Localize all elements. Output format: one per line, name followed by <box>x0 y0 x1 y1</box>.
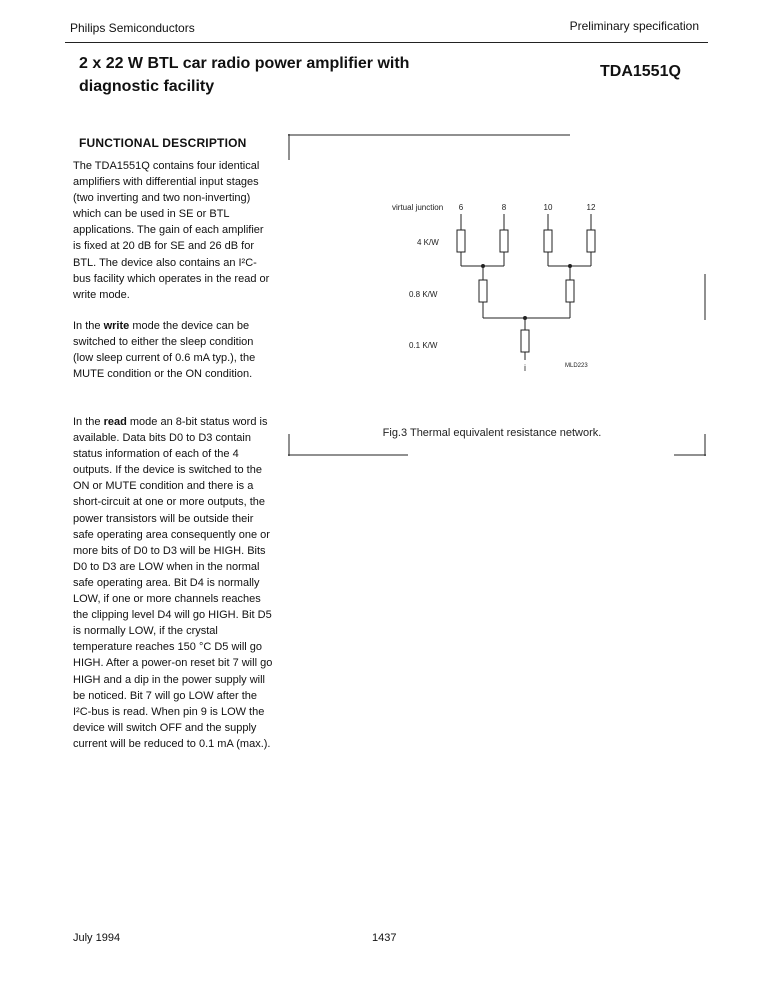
title-line-1: 2 x 22 W BTL car radio power amplifier with <box>79 55 410 72</box>
header-rule <box>65 42 708 43</box>
figure-caption: Fig.3 Thermal equivalent resistance network. <box>382 427 602 439</box>
part-number: TDA1551Q <box>600 63 681 80</box>
header-company: Philips Semiconductors <box>70 21 195 35</box>
paragraph-write-mode <box>73 318 273 382</box>
title-line-2: diagnostic facility <box>79 78 215 95</box>
header-doc-status: Preliminary specification <box>569 19 699 33</box>
section-heading: FUNCTIONAL DESCRIPTION <box>79 136 247 150</box>
case-label: i <box>524 363 526 373</box>
para3-pre: In the <box>73 416 104 428</box>
r1-label: 4 K/W <box>417 238 439 247</box>
para2-pre: In the <box>73 320 104 332</box>
para3-post: mode an 8-bit status word is available. Data bits D0 to D3 contain status information of each of the 4 outputs. If the device is switched to the ON or MUTE condition and there is a short-circuit at one or more outputs, the power transistors will be outside their safe operating area consequently one or more bits of D0 to D3 will be HIGH. Bits D0 to D3 are LOW when in the normal safe operating area. Bit D4 is normally LOW, if one or more channels reaches the clipping level D4 will go HIGH. Bit D5 is normally LOW, if the crystal temperature reaches 150 °C D5 will go HIGH. After a power-on reset bit 7 will go HIGH and a dip in the power supply will be noticed. Bit 7 will go LOW after the I²C-bus is read. When pin 9 is LOW the device will switch OFF and the supply current will be reduced to 0.1 mA (max.). <box>73 416 273 750</box>
resistor-4kw-1 <box>457 230 465 252</box>
footer-page-number: 1437 <box>372 932 397 944</box>
para2-bold: write <box>103 320 130 332</box>
resistor-4kw-2 <box>500 230 508 252</box>
resistor-08kw-1 <box>479 280 487 302</box>
pin-label-10: 10 <box>543 203 553 212</box>
resistor-01kw <box>521 330 529 352</box>
figure-code: MLD223 <box>565 363 588 369</box>
r2-label: 0.8 K/W <box>409 290 438 299</box>
para2-post: mode the device can be switched to either the sleep condition (low sleep current of 0.6 mA typ.), the MUTE condition or the ON condition. <box>73 320 256 381</box>
pin-label-12: 12 <box>586 203 596 212</box>
footer-date: July 1994 <box>73 932 121 944</box>
resistor-4kw-4 <box>587 230 595 252</box>
resistor-4kw-3 <box>544 230 552 252</box>
resistor-08kw-2 <box>566 280 574 302</box>
junction-label: virtual junction <box>392 203 444 212</box>
para3-bold: read <box>103 416 127 428</box>
paragraph-intro: The TDA1551Q contains four identical amplifiers with differential input stages (two inverting and two non-inverting) which can be used in SE or BTL applications. The gain of each amplifier is fixed at 20 dB for SE and 26 dB for BTL. The device also contains an I²C-bus facility which operates in the read or write mode. <box>73 160 270 301</box>
thermal-network-figure <box>288 134 706 457</box>
document-title <box>79 52 479 98</box>
pin-label-8: 8 <box>501 203 507 212</box>
paragraph-read-mode <box>73 414 273 752</box>
r3-label: 0.1 K/W <box>409 341 438 350</box>
pin-label-6: 6 <box>458 203 464 212</box>
